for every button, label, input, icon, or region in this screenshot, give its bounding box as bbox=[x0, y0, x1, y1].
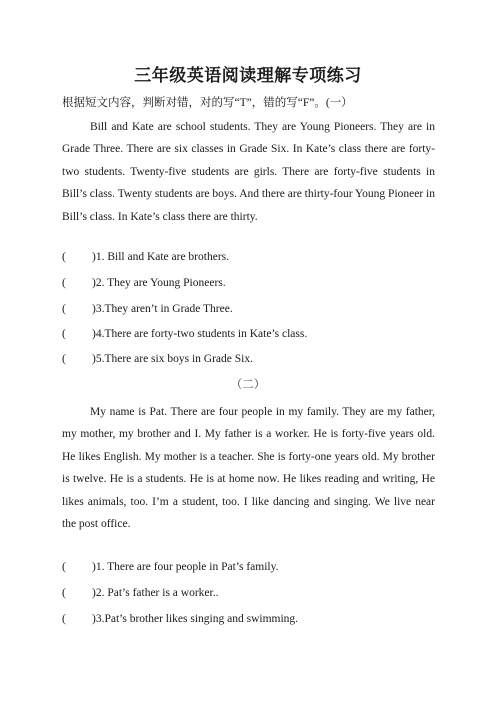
answer-paren: ( bbox=[62, 353, 66, 365]
question-text: )3.They aren’t in Grade Three. bbox=[92, 303, 233, 315]
question-2-1 bbox=[62, 561, 279, 573]
answer-paren: ( bbox=[62, 251, 66, 263]
instructions: 根据短文内容，判断对错，对的写“T”，错的写“F”。(一） bbox=[62, 97, 353, 109]
question-text: )1. Bill and Kate are brothers. bbox=[92, 251, 229, 263]
question-2-3 bbox=[62, 613, 298, 625]
answer-paren: ( bbox=[62, 561, 66, 573]
question-1-4 bbox=[62, 328, 307, 340]
answer-paren: ( bbox=[62, 277, 66, 289]
section-2-heading: （二） bbox=[230, 379, 266, 391]
answer-paren: ( bbox=[62, 613, 66, 625]
question-text: )2. They are Young Pioneers. bbox=[92, 277, 226, 289]
question-text: )5.There are six boys in Grade Six. bbox=[92, 353, 253, 365]
question-1-3 bbox=[62, 303, 233, 315]
question-text: )4.There are forty-two students in Kate’s class. bbox=[92, 328, 308, 340]
answer-paren: ( bbox=[62, 587, 66, 599]
question-text: )2. Pat’s father is a worker.. bbox=[92, 587, 219, 599]
question-text: )3.Pat’s brother likes singing and swimming. bbox=[92, 613, 299, 625]
question-2-2 bbox=[62, 587, 218, 599]
question-text: )1. There are four people in Pat’s family. bbox=[92, 561, 279, 573]
passage-2: My name is Pat. There are four people in my family. They are my father, my mother, my brother and I. My father is a worker. He is forty-five years old. He likes English. My mother is a teacher. She is forty-one years old. My brother is twelve. He is a students. He is at home now. He likes reading and writing, He likes animals, too. I’m a student, too. I like dancing and singing. We live near the post office. bbox=[62, 406, 435, 531]
passage-1: Bill and Kate are school students. They are Young Pioneers. They are in Grade Three. There are six classes in Grade Six. In Kate’s class there are forty-two students. Twenty-five students are girls. There are forty-five students in Bill’s class. Twenty students are boys. And there are thirty-four Young Pioneer in Bill’s class. In Kate’s class there are thirty. bbox=[62, 121, 436, 223]
question-1-2 bbox=[62, 277, 226, 289]
answer-paren: ( bbox=[62, 303, 66, 315]
page-title: 三年级英语阅读理解专项练习 bbox=[134, 66, 362, 86]
question-1-1 bbox=[62, 251, 229, 263]
answer-paren: ( bbox=[62, 328, 66, 340]
question-1-5 bbox=[62, 353, 253, 365]
